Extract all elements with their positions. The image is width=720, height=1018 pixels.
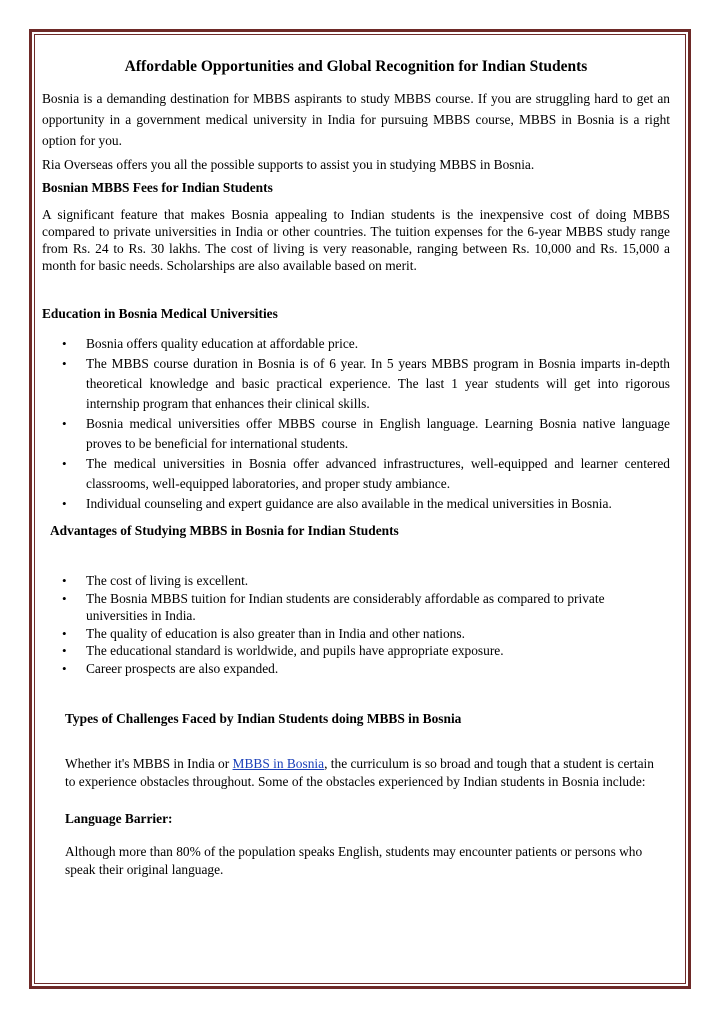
challenges-text-after: , the curriculum is so broad and tough that a student is certain to experience obstacles throughout. Some of the obstacles experienced by Indian students in Bosnia include: — [65, 756, 654, 789]
intro-paragraph: Bosnia is a demanding destination for MBBS aspirants to study MBBS course. If you are struggling hard to get an opportunity in a government medical university in India for pursuing MBBS course, MBBS in Bosnia is a right option for you. — [42, 91, 670, 148]
fees-heading: Bosnian MBBS Fees for Indian Students — [42, 180, 273, 195]
document-title: Affordable Opportunities and Global Recognition for Indian Students — [124, 58, 588, 75]
fees-paragraph: A significant feature that makes Bosnia appealing to Indian students is the inexpensive cost of doing MBBS compared to private universities in India or other countries. The tuition expenses for the 6-year MBBS study range from Rs. 24 to Rs. 30 lakhs. The cost of living is very reasonable, ranging between Rs. 10,000 and Rs. 15,000 a month for basic needs. Scholarships are also available based on merit. — [42, 207, 670, 273]
language-barrier-paragraph: Although more than 80% of the population speaks English, students may encounter patients or persons who speak their original language. — [65, 844, 643, 877]
list-item: • Bosnia medical universities offer MBBS course in English language. Learning Bosnia native language proves to be beneficial for international students. — [42, 414, 670, 454]
education-list — [42, 334, 670, 514]
advantages-list — [42, 572, 670, 677]
document-body — [42, 58, 670, 878]
list-item: • The MBBS course duration in Bosnia is of 6 year. In 5 years MBBS program in Bosnia imparts in-depth theoretical knowledge and basic practical experience. The last 1 year students will get into rigorous internship program that enhances their clinical skills. — [42, 354, 670, 414]
education-heading: Education in Bosnia Medical Universities — [42, 306, 278, 321]
intro-paragraph-2: Ria Overseas offers you all the possible supports to assist you in studying MBBS in Bosnia. — [42, 157, 535, 172]
list-item: • The Bosnia MBBS tuition for Indian students are considerably affordable as compared to private universities in India. — [42, 590, 670, 625]
list-item: • The quality of education is also greater than in India and other nations. — [42, 625, 670, 643]
list-item: • The cost of living is excellent. — [42, 572, 670, 590]
list-item: • Career prospects are also expanded. — [42, 660, 670, 678]
list-item: • Bosnia offers quality education at affordable price. — [42, 334, 670, 354]
challenges-heading: Types of Challenges Faced by Indian Students doing MBBS in Bosnia — [65, 711, 462, 726]
list-item: • The medical universities in Bosnia offer advanced infrastructures, well-equipped and learner centered classrooms, well-equipped laboratories, and proper study ambiance. — [42, 454, 670, 494]
challenges-paragraph — [42, 755, 670, 790]
language-barrier-heading: Language Barrier: — [65, 811, 173, 826]
advantages-heading: Advantages of Studying MBBS in Bosnia for Indian Students — [50, 523, 399, 538]
list-item: • Individual counseling and expert guidance are also available in the medical universities in Bosnia. — [42, 494, 670, 514]
challenges-text-before: Whether it's MBBS in India or — [65, 756, 233, 771]
list-item: • The educational standard is worldwide, and pupils have appropriate exposure. — [42, 642, 670, 660]
mbbs-in-bosnia-link[interactable]: MBBS in Bosnia — [232, 756, 325, 771]
